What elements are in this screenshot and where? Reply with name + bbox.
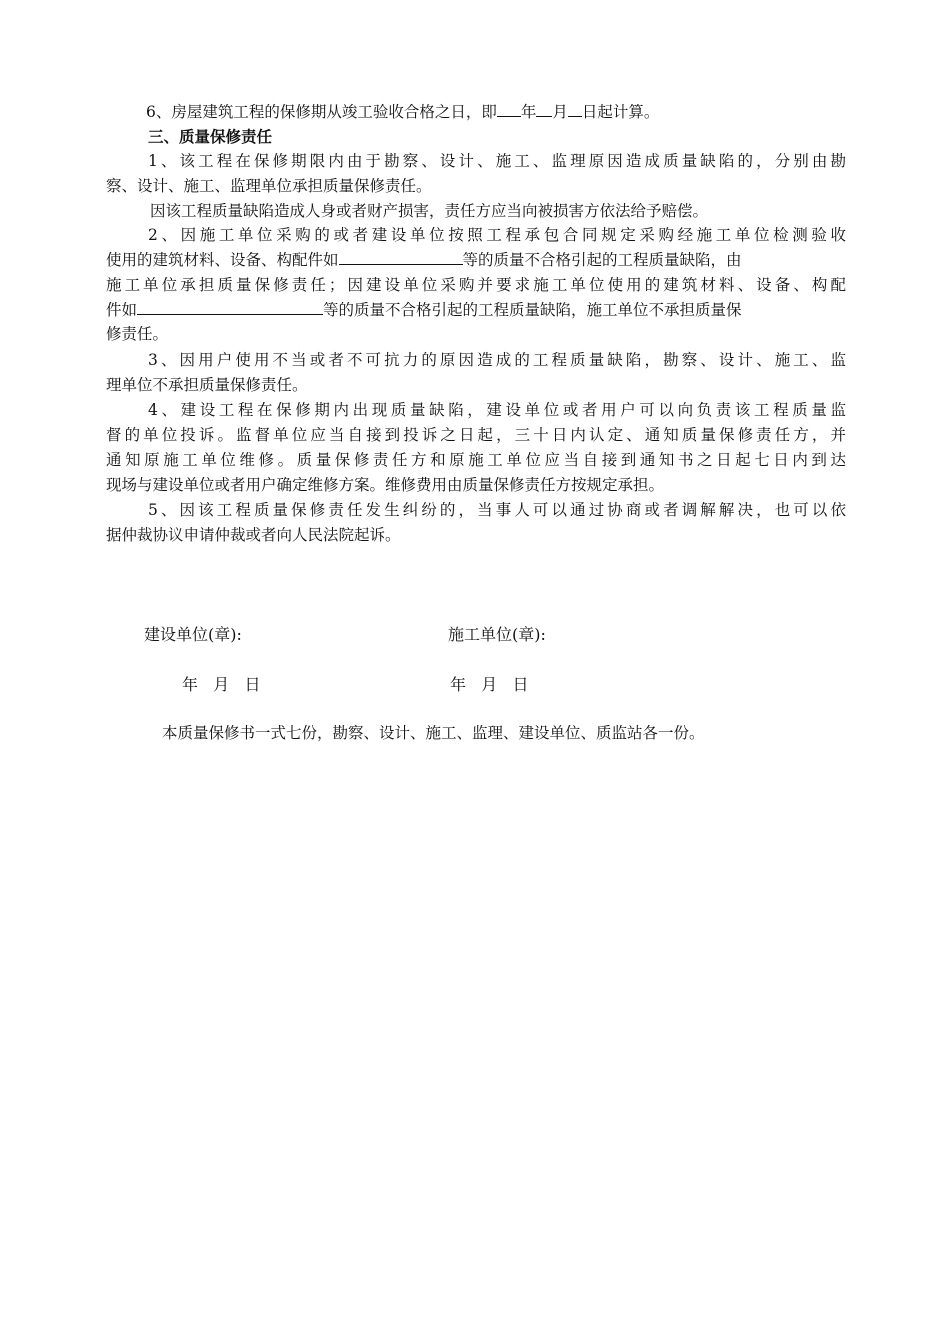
- p1-line-3: 因该工程质量缺陷造成人身或者财产损害，责任方应当向被损害方依法给予赔偿。: [150, 202, 709, 220]
- materials-blank-1[interactable]: [339, 250, 463, 265]
- contractor-date: 年 月 日: [450, 675, 529, 694]
- p1-line-2: 察、设计、施工、监理单位承担质量保修责任。: [106, 177, 432, 195]
- month-blank[interactable]: [536, 102, 552, 117]
- p2-line-3: 施工单位承担质量保修责任；因建设单位采购并要求施工单位使用的建筑材料、设备、构配: [106, 276, 846, 294]
- clause-6-year: 年: [520, 103, 537, 121]
- year-blank[interactable]: [497, 102, 521, 117]
- p5-line-2: 据仲裁协议申请仲裁或者向人民法院起诉。: [106, 526, 401, 544]
- p2-line-2: [106, 248, 846, 272]
- p2-line-4: [106, 298, 846, 322]
- p2-line-2-b: 等的质量不合格引起的工程质量缺陷，由: [462, 251, 742, 269]
- p2-line-4-a: 件如: [106, 301, 138, 319]
- p2-line-5: 修责任。: [106, 325, 169, 343]
- p4-line-1: 4、建设工程在保修期内出现质量缺陷，建设单位或者用户可以向负责该工程质量监: [148, 401, 846, 419]
- clause-6: [146, 100, 846, 124]
- p4-line-2: 督的单位投诉。监督单位应当自接到投诉之日起，三十日内认定、通知质量保修责任方，并: [106, 426, 846, 444]
- section-3-title: 三、质量保修责任: [148, 128, 273, 146]
- p2-line-2-a: 使用的建筑材料、设备、构配件如: [106, 251, 339, 269]
- owner-date: 年 月 日: [182, 675, 261, 694]
- materials-blank-2[interactable]: [137, 300, 323, 315]
- clause-6-month: 月: [552, 103, 568, 121]
- p1-line-1: 1、该工程在保修期限内由于勘察、设计、施工、监理原因造成质量缺陷的，分别由勘: [148, 152, 846, 170]
- copies-note: 本质量保修书一式七份，勘察、设计、施工、监理、建设单位、质监站各一份。: [162, 724, 705, 742]
- p3-line-2: 理单位不承担质量保修责任。: [106, 376, 308, 394]
- owner-seal-label: 建设单位(章):: [144, 625, 242, 644]
- clause-6-prefix: 6、房屋建筑工程的保修期从竣工验收合格之日，即: [146, 103, 497, 121]
- contractor-seal-label: 施工单位(章):: [448, 625, 546, 644]
- p5-line-1: 5、因该工程质量保修责任发生纠纷的，当事人可以通过协商或者调解解决，也可以依: [148, 501, 846, 519]
- p4-line-3: 通知原施工单位维修。质量保修责任方和原施工单位应当自接到通知书之日起七日内到达: [106, 451, 846, 469]
- p2-line-4-b: 等的质量不合格引起的工程质量缺陷，施工单位不承担质量保: [323, 301, 742, 319]
- p3-line-1: 3、因用户使用不当或者不可抗力的原因造成的工程质量缺陷，勘察、设计、施工、监: [148, 351, 846, 369]
- p2-line-1: 2、因施工单位采购的或者建设单位按照工程承包合同规定采购经施工单位检测验收: [148, 226, 846, 244]
- p4-line-4: 现场与建设单位或者用户确定维修方案。维修费用由质量保修责任方按规定承担。: [106, 476, 665, 494]
- clause-6-suffix: 日起计算。: [581, 103, 660, 121]
- day-blank[interactable]: [568, 102, 582, 117]
